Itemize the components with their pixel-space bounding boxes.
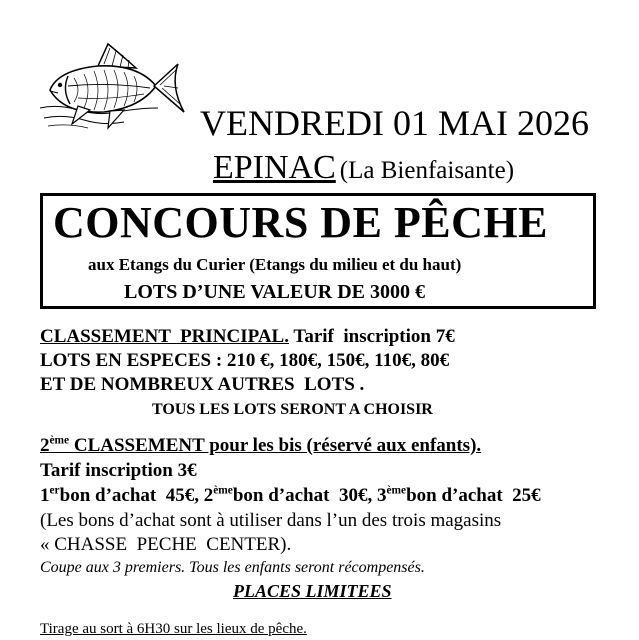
main-ranking-heading: CLASSEMENT PRINCIPAL. [40,326,289,347]
cups-note: Coupe aux 3 premiers. Tous les enfants seront récompensés. [40,559,425,576]
ponds-location: aux Etangs du Curier (Etangs du milieu et du haut) [88,255,462,274]
voucher-prizes: 1erbon d’achat 45€, 2èmebon d’achat 30€, 3èmebon d’achat 25€ [40,484,541,506]
main-ranking-fee: Tarif inscription 7€ [288,326,455,347]
voucher-note-line1: (Les bons d’achat sont à utiliser dans l’un des trois magasins [40,510,502,531]
fish-icon [38,38,188,138]
event-location [213,150,514,192]
other-prizes: ET DE NOMBREUX AUTRES LOTS . [40,374,365,395]
page-title: CONCOURS DE PÊCHE [53,198,548,247]
voucher-note-line2: « CHASSE PECHE CENTER). [40,534,292,555]
prizes-choice: TOUS LES LOTS SERONT A CHOISIR [152,401,433,418]
venue-name: (La Bienfaisante) [339,157,515,184]
main-ranking-line [40,326,455,348]
second-ranking-heading: 2ème CLASSEMENT pour les bis (réservé aux enfants). [40,434,482,456]
prize-value: LOTS D’UNE VALEUR DE 3000 € [124,281,425,303]
draw-info: Tirage au sort à 6H30 sur les lieux de pêche. [40,621,307,637]
town-name: EPINAC [213,149,336,186]
cash-prizes: LOTS EN ESPECES : 210 €, 180€, 150€, 110€, 80€ [40,350,450,371]
limited-places: PLACES LIMITEES [233,581,392,601]
event-date: VENDREDI 01 MAI 2026 [200,103,589,143]
second-ranking-line [40,434,481,458]
second-ranking-fee: Tarif inscription 3€ [40,460,197,481]
